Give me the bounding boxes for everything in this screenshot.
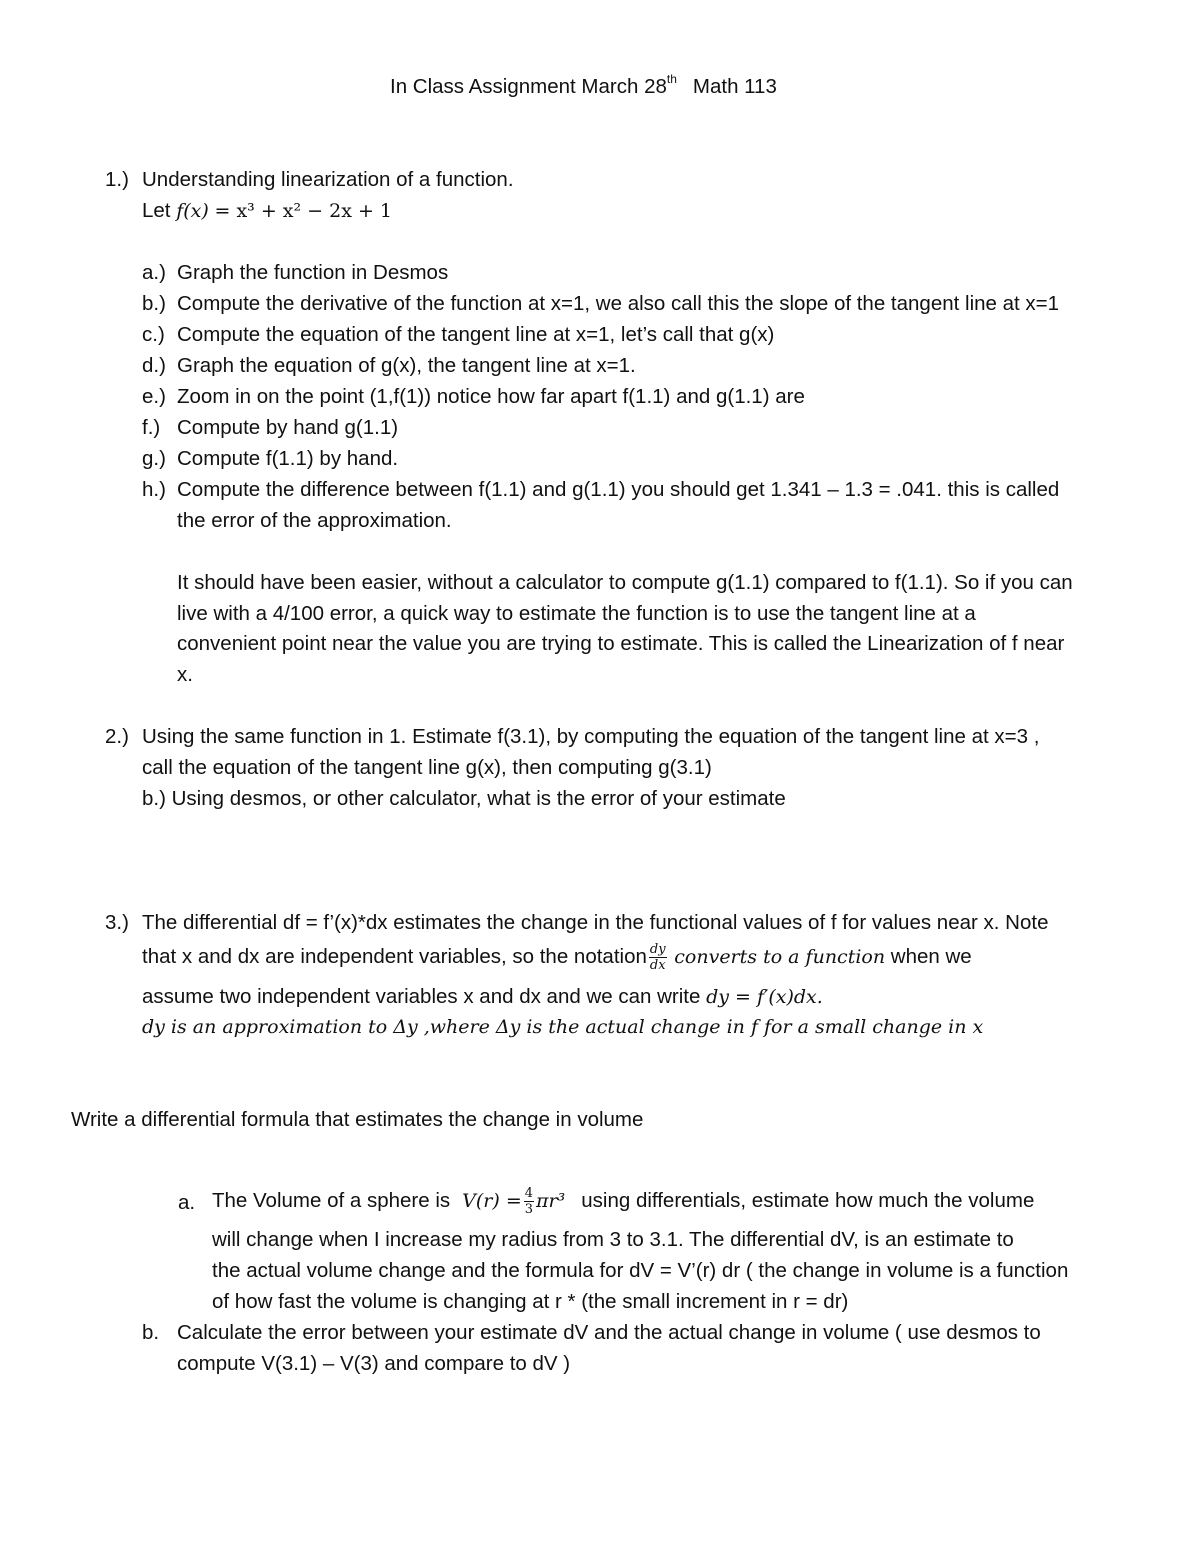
q1-item-text: Compute the difference between f(1.1) and g(1.1) you should get 1.341 – 1.3 = .041. this is called [177, 478, 1060, 501]
volume-formula-lhs: V(r) = [462, 1190, 522, 1212]
volume-heading: Write a differential formula that estimates the change in volume [71, 1108, 644, 1131]
q1-item-label: f.) [142, 416, 161, 439]
q1-item-h-continuation: the error of the approximation. [177, 509, 452, 532]
q3-line3 [142, 985, 823, 1009]
q1-item-text: Zoom in on the point (1,f(1)) notice how far apart f(1.1) and g(1.1) are [177, 385, 805, 408]
q1-item-label: e.) [142, 385, 166, 408]
q3-line2-tail: when we [890, 944, 972, 968]
volume-a-label: a. [178, 1191, 196, 1214]
title-superscript: th [666, 72, 677, 86]
page-title [390, 74, 777, 99]
volume-a-first-line [212, 1176, 1034, 1226]
fraction-numerator: 4 [524, 1185, 534, 1201]
q1-item-text: Graph the equation of g(x), the tangent line at x=1. [177, 354, 636, 377]
q2-line: b.) Using desmos, or other calculator, what is the error of your estimate [142, 787, 786, 810]
q1-item-label: a.) [142, 261, 166, 284]
fraction-numerator: dy [649, 942, 666, 957]
q3-line2-text: that x and dx are independent variables, so the notation [142, 944, 647, 968]
course-name: Math 113 [692, 74, 777, 98]
q2-line: call the equation of the tangent line g(x), then computing g(3.1) [142, 756, 712, 779]
q1-item-label: h.) [142, 478, 166, 501]
q2-number: 2.) [105, 725, 129, 748]
fraction-denominator: dx [649, 958, 666, 973]
fraction-denominator: 3 [524, 1201, 534, 1217]
let-label: Let [142, 199, 171, 222]
q3-line2-math: converts to a function [674, 945, 886, 968]
q1-function-definition [142, 199, 392, 223]
q1-item-label: c.) [142, 323, 165, 346]
q1-item-text: Graph the function in Desmos [177, 261, 449, 284]
q1-item-label: b.) [142, 292, 166, 315]
paragraph-line: x. [177, 663, 193, 686]
volume-a-line: will change when I increase my radius from 3 to 3.1. The differential dV, is an estimate to [212, 1228, 1014, 1251]
q1-item-text: Compute by hand g(1.1) [177, 416, 399, 439]
volume-b-line: Calculate the error between your estimate dV and the actual change in volume ( use desmos to [177, 1321, 1041, 1344]
paragraph-line: convenient point near the value you are trying to estimate. This is called the Linearization of f near [177, 632, 1065, 655]
q1-item-text: Compute the derivative of the function at x=1, we also call this the slope of the tangent line at x=1 [177, 292, 1060, 315]
function-rhs: = x³ + x² − 2x + 1 [214, 200, 392, 222]
q2-line: Using the same function in 1. Estimate f(3.1), by computing the equation of the tangent line at x=3 , [142, 725, 1040, 748]
q1-item-text: Compute f(1.1) by hand. [177, 447, 399, 470]
q3-line1: The differential df = f’(x)*dx estimates the change in the functional values of f for values near x. Note [142, 911, 1049, 934]
q3-line3-text: assume two independent variables x and dx and we can write [142, 985, 701, 1008]
q1-number: 1.) [105, 168, 129, 191]
volume-a-tail: using differentials, estimate how much the volume [581, 1189, 1035, 1212]
volume-a-line: of how fast the volume is changing at r * (the small increment in r = dr) [212, 1290, 849, 1313]
volume-formula-rhs: πr³ [536, 1190, 566, 1212]
volume-b-label: b. [142, 1321, 160, 1344]
q1-item-label: d.) [142, 354, 166, 377]
q1-item-text: Compute the equation of the tangent line at x=1, let’s call that g(x) [177, 323, 775, 346]
paragraph-line: live with a 4/100 error, a quick way to estimate the function is to use the tangent line at a [177, 602, 976, 625]
q3-number: 3.) [105, 911, 129, 934]
volume-a-intro: The Volume of a sphere is [212, 1189, 451, 1212]
function-lhs: f(x) [176, 200, 209, 222]
paragraph-line: It should have been easier, without a calculator to compute g(1.1) compared to f(1.1). So if you can [177, 571, 1073, 594]
q1-item-label: g.) [142, 447, 166, 470]
four-thirds-fraction [524, 1187, 534, 1216]
title-text: In Class Assignment March 28 [390, 74, 667, 98]
dy-dx-fraction [649, 943, 667, 972]
volume-a-line: the actual volume change and the formula for dV = V’(r) dr ( the change in volume is a function [212, 1259, 1069, 1282]
q3-line3-math: dy = f′(x)dx. [706, 986, 823, 1008]
q3-line4-math: dy is an approximation to Δy ,where Δy is the actual change in f for a small change in x [142, 1016, 984, 1038]
q1-heading: Understanding linearization of a function. [142, 168, 514, 191]
volume-b-line: compute V(3.1) – V(3) and compare to dV ) [177, 1352, 571, 1375]
q3-line2 [142, 943, 972, 972]
